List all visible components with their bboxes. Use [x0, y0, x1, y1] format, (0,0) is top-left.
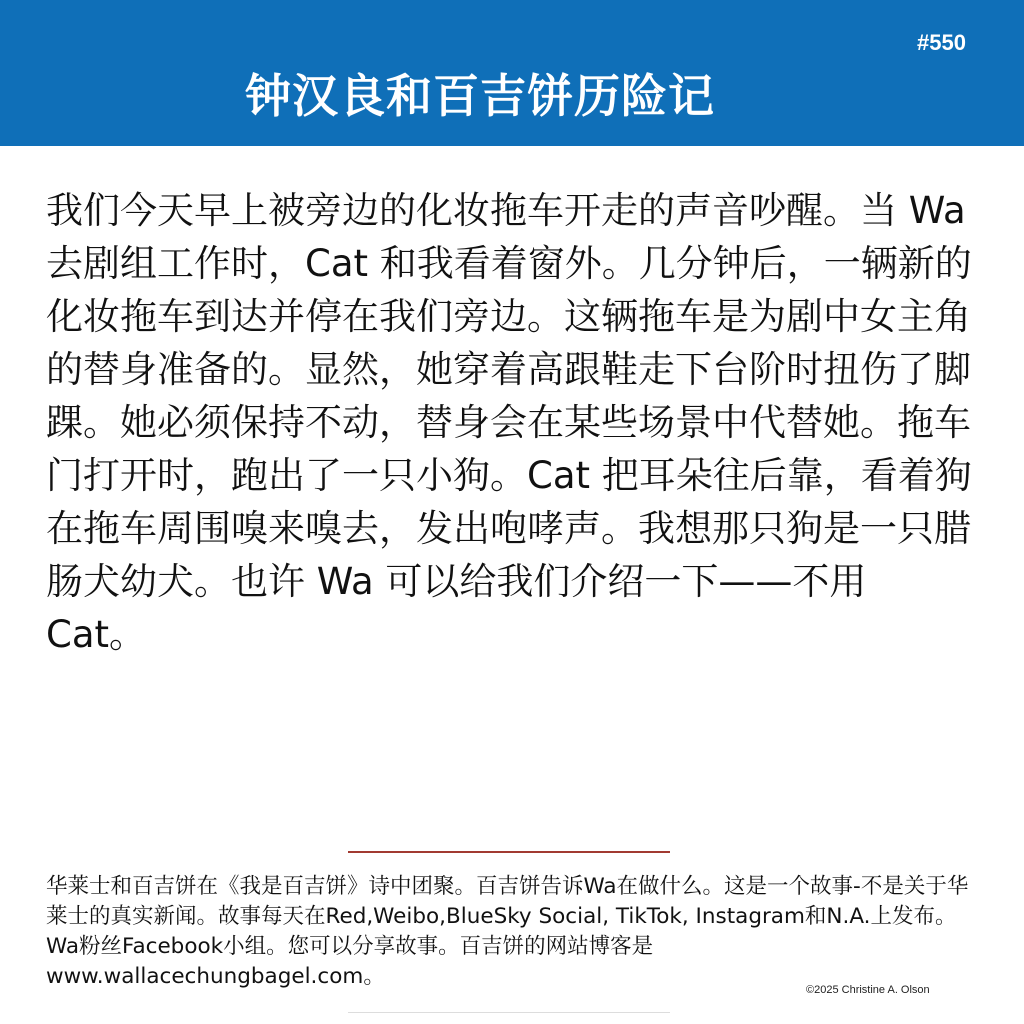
episode-number: #550	[917, 30, 966, 55]
bottom-rule	[348, 1012, 670, 1013]
header-banner	[0, 0, 1024, 146]
page-title: 钟汉良和百吉饼历险记	[245, 69, 715, 123]
copyright-notice: ©2025 Christine A. Olson	[806, 984, 930, 996]
footnote-text: 华莱士和百吉饼在《我是百吉饼》诗中团聚。百吉饼告诉Wa在做什么。这是一个故事-不是关于华莱士的真实新闻。故事每天在Red,Weibo,BlueSky Social, TikTok, Instagram和N.A.上发布。Wa粉丝Facebook小组。您可以分享故事。百吉饼的网站博客是www.wallacechungbagel.com。	[46, 874, 969, 989]
story-text: 我们今天早上被旁边的化妆拖车开走的声音吵醒。当 Wa 去剧组工作时，Cat 和我看着窗外。几分钟后，一辆新的化妆拖车到达并停在我们旁边。这辆拖车是为剧中女主角的替身准备的。显然，她穿着高跟鞋走下台阶时扭伤了脚踝。她必须保持不动，替身会在某些场景中代替她。拖车门打开时，跑出了一只小狗。Cat 把耳朵往后靠，看着狗在拖车周围嗅来嗅去，发出咆哮声。我想那只狗是一只腊肠犬幼犬。也许 Wa 可以给我们介绍一下——不用 Cat。	[46, 189, 972, 656]
divider-line	[348, 851, 670, 853]
